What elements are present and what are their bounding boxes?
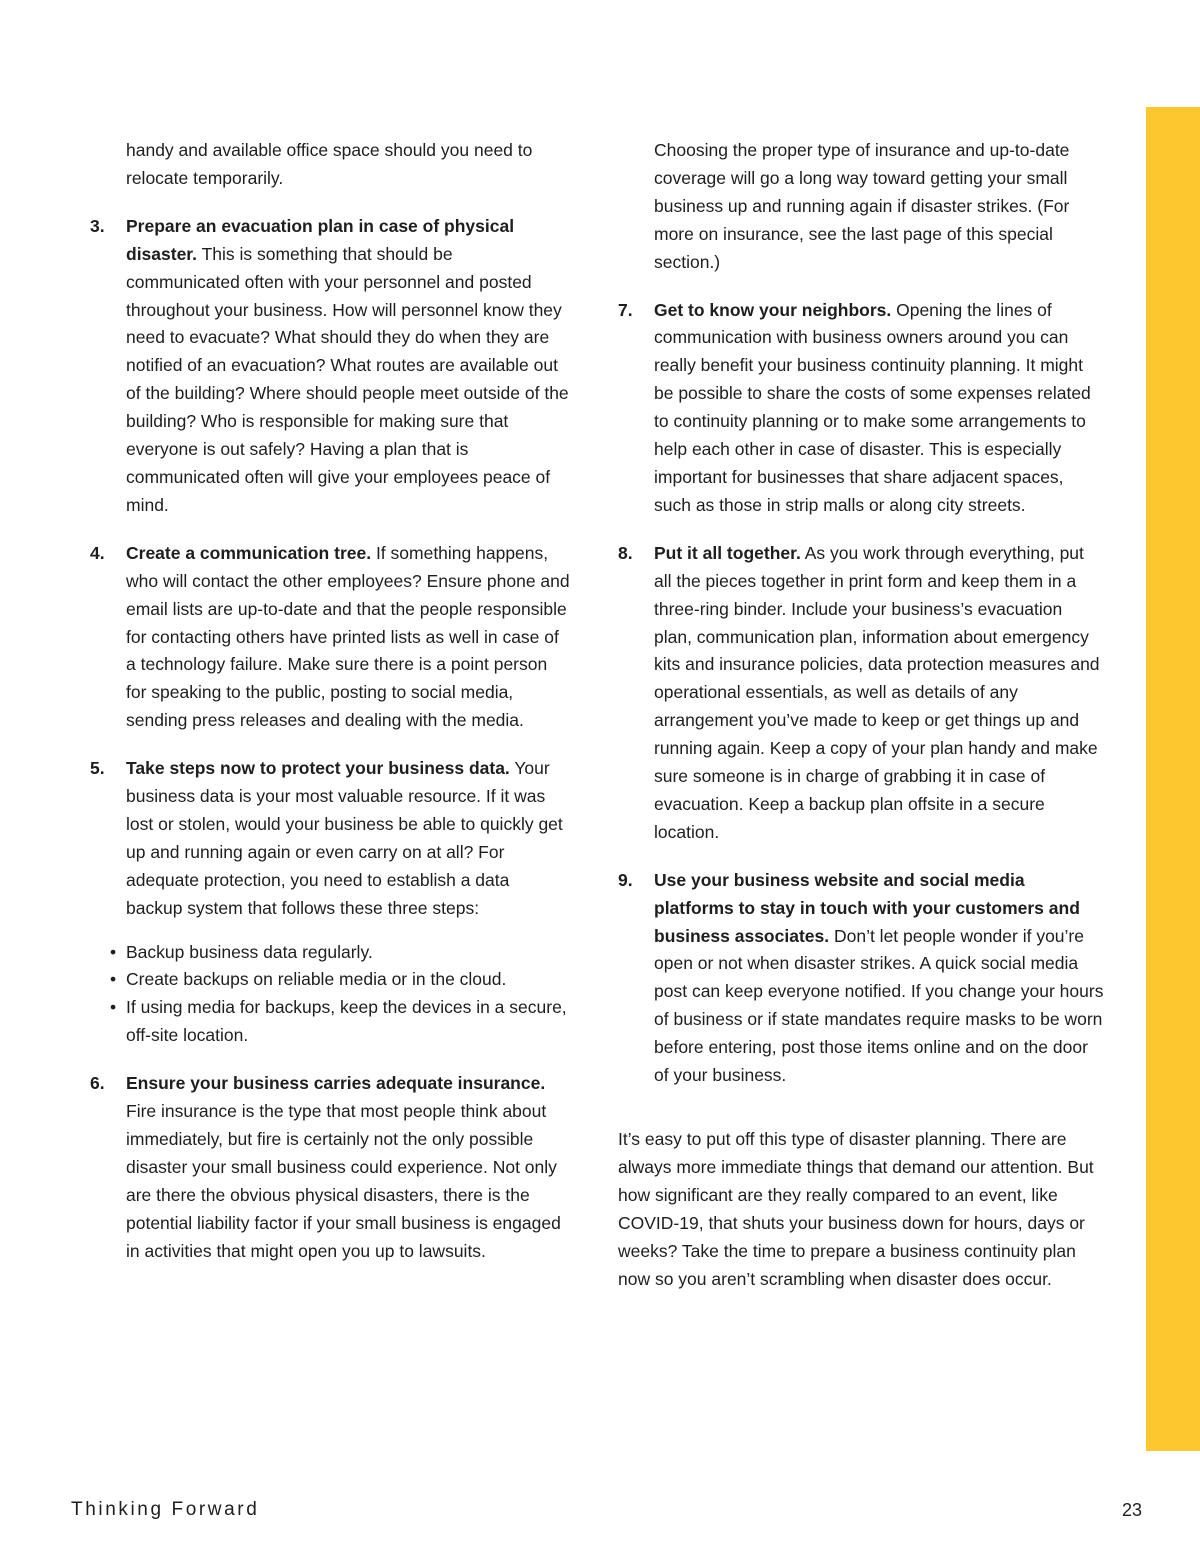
- list-item-5: [90, 755, 570, 922]
- bullet-text: Create backups on reliable media or in the cloud.: [126, 969, 507, 990]
- publication-title: Thinking Forward: [71, 1499, 260, 1520]
- list-item-7: [618, 297, 1104, 520]
- list-item-9: [618, 867, 1104, 1090]
- continued-text: handy and available office space should you need to relocate temporarily.: [126, 140, 533, 188]
- item-body: This is something that should be communicated often with your personnel and posted throughout your business. How will personnel know they need to evacuate? What should they do when they are notified of an evacuation? What routes are available out of the building? Where should people meet outside of the building? Who is responsible for making sure that everyone is out safely? Having a plan that is communicated often will give your employees peace of mind.: [126, 243, 569, 515]
- item-heading: Use your business website and social media platforms to stay in touch with your customers and business associates.: [654, 869, 1080, 946]
- item-number: 5.: [90, 758, 105, 779]
- item-heading: Ensure your business carries adequate insurance.: [126, 1073, 546, 1094]
- item-number: 6.: [90, 1073, 105, 1094]
- list-item-3: [90, 213, 570, 520]
- bullet-glyph: •: [110, 969, 117, 990]
- item-heading: Take steps now to protect your business data.: [126, 758, 510, 779]
- item-number: 7.: [618, 299, 633, 320]
- item-body: Opening the lines of communication with business owners around you can really benefit your business continuity planning. It might be possible to share the costs of some expenses related to continuity planning or to make some arrangements to help each other in case of disaster. This is especially important for businesses that share adjacent spaces, such as those in strip malls or along city streets.: [654, 299, 1091, 515]
- item-heading: Create a communication tree.: [126, 542, 372, 563]
- item-heading: Put it all together.: [654, 542, 801, 563]
- item-body: Fire insurance is the type that most people think about immediately, but fire is certainly not the only possible disaster your small business could experience. Not only are there the obvious physical disasters, there is the potential liability factor if your small business is engaged in activities that might open you up to lawsuits.: [126, 1101, 561, 1261]
- item-body: Your business data is your most valuable resource. If it was lost or stolen, would your business be able to quickly get up and running again or even carry on at all? For adequate protection, you need to establish a data backup system that follows these three steps:: [126, 758, 563, 918]
- right-column: [618, 137, 1104, 1293]
- bullet-item: [90, 966, 570, 994]
- item-body: Don’t let people wonder if you’re open or not when disaster strikes. A quick social media post can keep everyone notified. If you change your hours of business or if state mandates require masks to be worn before entering, post those items online and on the door of your business.: [654, 925, 1104, 1086]
- bullet-text: Backup business data regularly.: [126, 941, 373, 962]
- list-item-8: [618, 540, 1104, 847]
- backup-steps-list: [90, 939, 570, 1051]
- bullet-glyph: •: [110, 941, 117, 962]
- bullet-glyph: •: [110, 997, 117, 1018]
- item-body: If something happens, who will contact the other employees? Ensure phone and email lists are up-to-date and that the people responsible for contacting others have printed lists as well in case of a technology failure. Make sure there is a point person for speaking to the public, posting to social media, sending press releases and dealing with the media.: [126, 542, 570, 731]
- item-body: As you work through everything, put all the pieces together in print form and keep them in a three-ring binder. Include your business’s evacuation plan, communication plan, information about emergency kits and insurance policies, data protection measures and operational essentials, as well as details of any arrangement you’ve made to keep or get things up and running again. Keep a copy of your plan handy and make sure someone is in charge of grabbing it in case of evacuation. Keep a backup plan offsite in a secure location.: [654, 542, 1100, 842]
- accent-side-bar: [1146, 107, 1200, 1451]
- left-column: [90, 137, 570, 1286]
- continued-text: Choosing the proper type of insurance and up-to-date coverage will go a long way toward getting your small business up and running again if disaster strikes. (For more on insurance, see the last page of this special section.): [654, 140, 1070, 272]
- bullet-item: [90, 994, 570, 1050]
- item-number: 3.: [90, 215, 105, 236]
- bullet-item: [90, 939, 570, 967]
- page-number: 23: [1122, 1500, 1143, 1520]
- item-number: 9.: [618, 869, 633, 890]
- item-number: 4.: [90, 542, 105, 563]
- bullet-text: If using media for backups, keep the devices in a secure, off-site location.: [126, 997, 567, 1046]
- item-heading: Prepare an evacuation plan in case of physical disaster.: [126, 215, 515, 264]
- item-number: 8.: [618, 542, 633, 563]
- item-heading: Get to know your neighbors.: [654, 299, 892, 320]
- closing-paragraph: It’s easy to put off this type of disaster planning. There are always more immediate things that demand our attention. But how significant are they really compared to an event, like COVID-19, that shuts your business down for hours, days or weeks? Take the time to prepare a business continuity plan now so you aren’t scrambling when disaster does occur.: [618, 1129, 1094, 1289]
- list-item-6: [90, 1070, 570, 1265]
- list-item-4: [90, 540, 570, 735]
